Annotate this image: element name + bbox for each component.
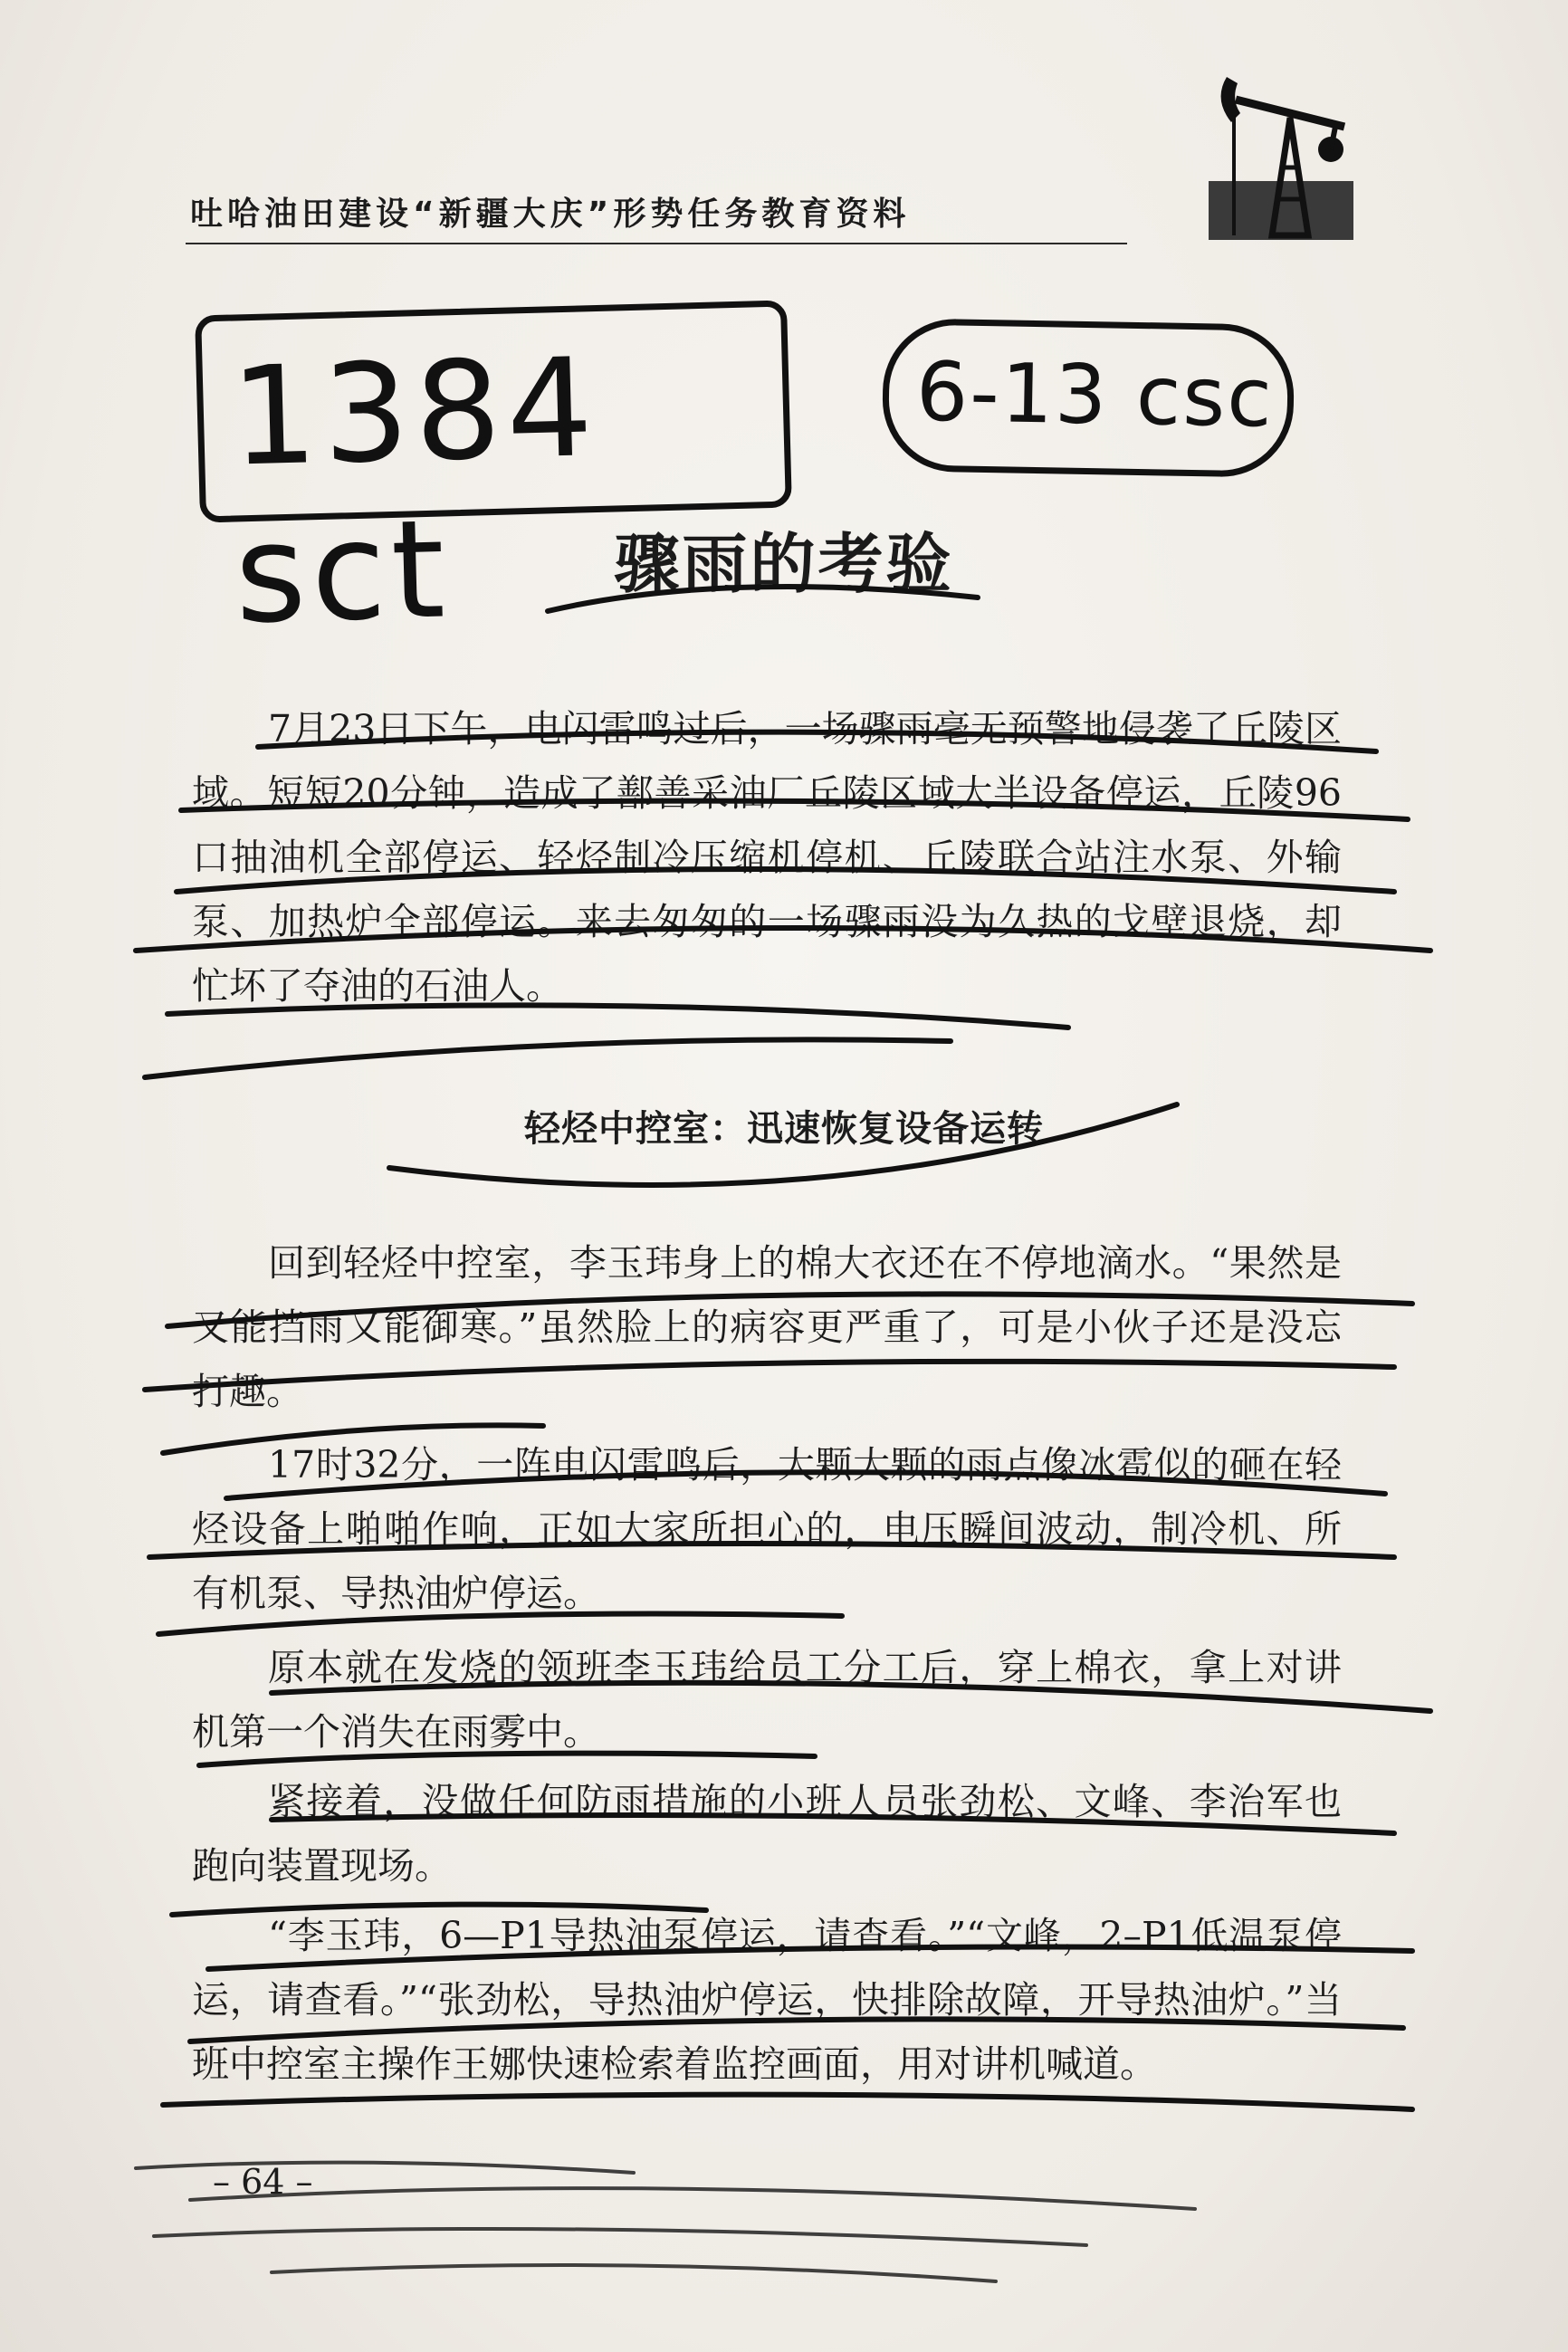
- paragraph-2: 回到轻烃中控室，李玉玮身上的棉大衣还在不停地滴水。“果然是又能挡雨又能御寒。”虽然脸上的病容更严重了，可是小伙子还是没忘打趣。: [192, 1241, 1342, 1413]
- handwritten-code: 1384 sct: [228, 330, 600, 655]
- page-number: – 64 –: [213, 2162, 313, 2202]
- article-title: 骤雨的考验: [614, 525, 954, 602]
- paragraph-5: 紧接着，没做任何防雨措施的小班人员张劲松、文峰、李治军也跑向装置现场。: [192, 1780, 1342, 1888]
- oil-pump-jack-icon: [1209, 63, 1353, 240]
- paragraph-1: 7月23日下午，电闪雷鸣过后，一场骤雨毫无预警地侵袭了丘陵区域。短短20分钟，造成了鄯善采油厂丘陵区域大半设备停运，丘陵96口抽油机全部停运、轻烃制冷压缩机停机、丘陵联合站注水泵、外输泵、加热炉全部停运。来去匆匆的一场骤雨没为久热的戈壁退烧，却忙坏了夺油的石油人。: [192, 707, 1342, 1008]
- header-rule: [186, 243, 1127, 244]
- paragraph-4: 原本就在发烧的领班李玉玮给员工分工后，穿上棉衣，拿上对讲机第一个消失在雨雾中。: [192, 1646, 1342, 1754]
- handwritten-date-box: [882, 318, 1296, 478]
- paragraph-3: 17时32分，一阵电闪雷鸣后，大颗大颗的雨点像冰雹似的砸在轻烃设备上啪啪作响，正如大家所担心的，电压瞬间波动，制冷机、所有机泵、导热油炉停运。: [192, 1443, 1342, 1615]
- handwritten-date: 6-13 csc: [915, 344, 1275, 446]
- paragraph-6: “李玉玮，6—P1导热油泵停运，请查看。”“文峰，2–P1低温泵停运，请查看。”“张劲松，导热油炉停运，快排除故障，开导热油炉。”当班中控室主操作王娜快速检索着监控画面，用对讲机喊道。: [192, 1914, 1342, 2086]
- running-header: 吐哈油田建设“新疆大庆”形势任务教育资料: [190, 196, 911, 233]
- section-subheading: 轻烃中控室：迅速恢复设备运转: [524, 1108, 1044, 1150]
